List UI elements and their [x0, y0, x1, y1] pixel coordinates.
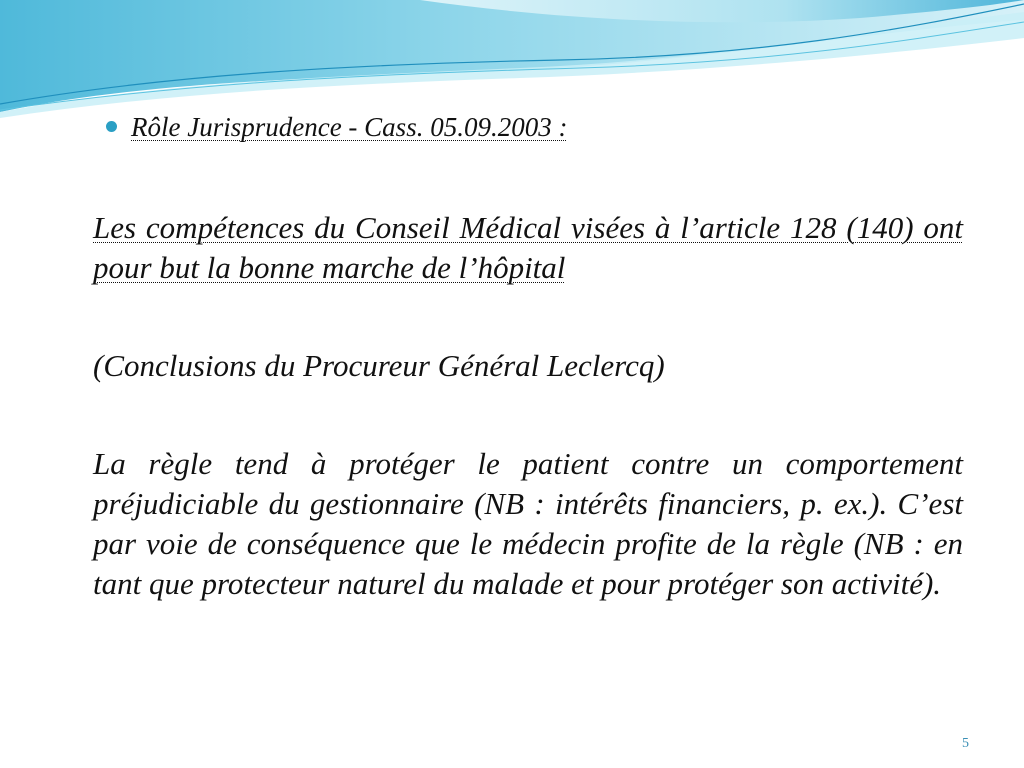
bullet-dot-icon — [106, 121, 117, 132]
bullet-item — [106, 112, 567, 143]
paragraph-regle: La règle tend à protéger le patient contre un comportement préjudiciable du gestionnaire (NB : intérêts financiers, p. ex.). C’est par voie de conséquence que le médecin profite de la règle (NB : en tant que protecteur naturel du malade et pour protéger son activité). — [93, 446, 963, 601]
header-wave-decoration — [0, 0, 1024, 130]
paragraph-competences-text: Les compétences du Conseil Médical visées à l’article 128 (140) ont pour but la bonne marche de l’hôpital — [93, 210, 963, 285]
paragraph-conclusions: (Conclusions du Procureur Général Leclercq) — [93, 348, 665, 383]
page-number: 5 — [962, 736, 969, 751]
bullet-text: Rôle Jurisprudence - Cass. 05.09.2003 : — [131, 112, 568, 142]
paragraph-competences — [93, 208, 963, 288]
